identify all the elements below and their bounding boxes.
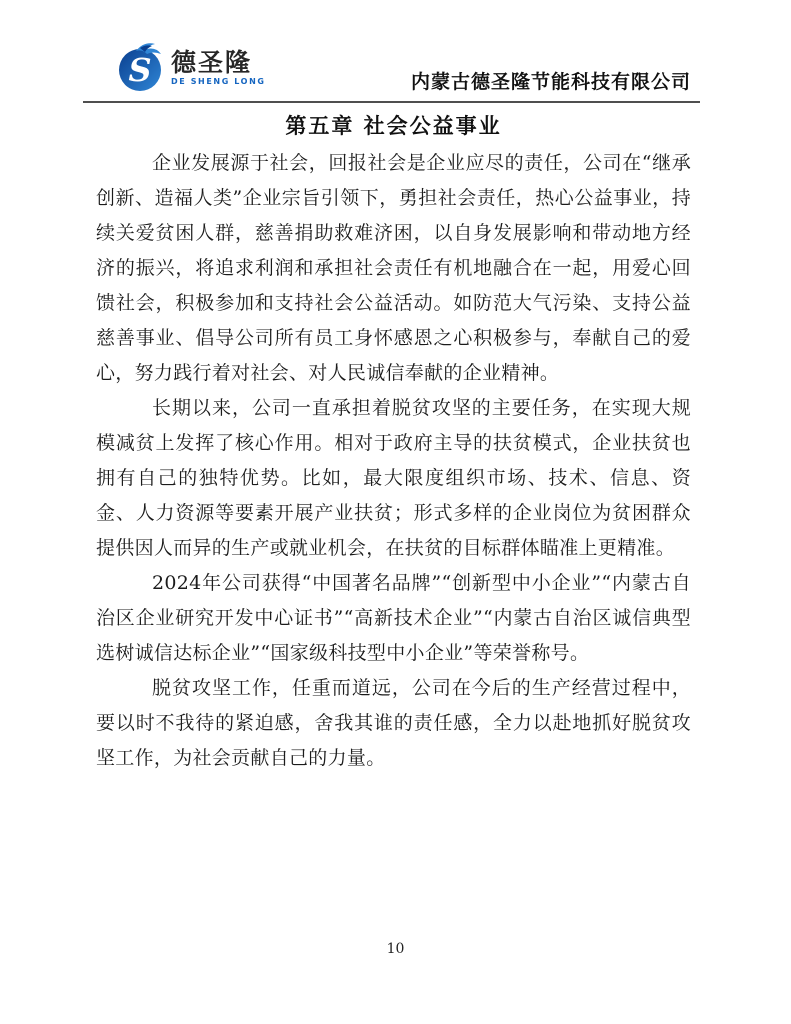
body-paragraph: 企业发展源于社会，回报社会是企业应尽的责任，公司在“继承创新、造福人类”企业宗旨引领下，勇担社会责任，热心公益事业，持续关爱贫困人群，慈善捐助救难济困，以自身发展影响和带动地方经济的振兴，将追求利润和承担社会责任有机地融合在一起，用爱心回馈社会，积极参加和支持社会公益活动。如防范大气污染、支持公益慈善事业、倡导公司所有员工身怀感恩之心积极参与，奉献自己的爱心，努力践行着对社会、对人民诚信奉献的企业精神。 [96,152,691,384]
header-divider [83,101,700,103]
page-content [96,0,691,776]
svg-text:S: S [128,51,152,89]
logo-wordmark [171,50,266,86]
page-header [96,0,691,101]
page-number: 10 [386,941,405,957]
company-logo [116,40,266,96]
chapter-title: 第五章 社会公益事业 [285,113,502,138]
dragon-s-logo-icon [116,40,166,96]
body-paragraph: 2024年公司获得“中国著名品牌”“创新型中小企业”“内蒙古自治区企业研究开发中心证书”“高新技术企业”“内蒙古自治区诚信典型选树诚信达标企业”“国家级科技型中小企业”等荣誉称号。 [96,572,691,664]
brand-name-cn: 德圣隆 [171,48,253,77]
body-paragraph: 脱贫攻坚工作，任重而道远，公司在今后的生产经营过程中，要以时不我待的紧迫感，舍我其谁的责任感，全力以赴地抓好脱贫攻坚工作，为社会贡献自己的力量。 [96,677,691,769]
brand-name-en: DE SHENG LONG [171,77,266,86]
company-name: 内蒙古德圣隆节能科技有限公司 [410,71,691,93]
body-paragraph: 长期以来，公司一直承担着脱贫攻坚的主要任务，在实现大规模减贫上发挥了核心作用。相对于政府主导的扶贫模式，企业扶贫也拥有自己的独特优势。比如，最大限度组织市场、技术、信息、资金、人力资源等要素开展产业扶贫；形式多样的企业岗位为贫困群众提供因人而异的生产或就业机会，在扶贫的目标群体瞄准上更精准。 [96,397,691,559]
chapter-body [96,146,691,776]
